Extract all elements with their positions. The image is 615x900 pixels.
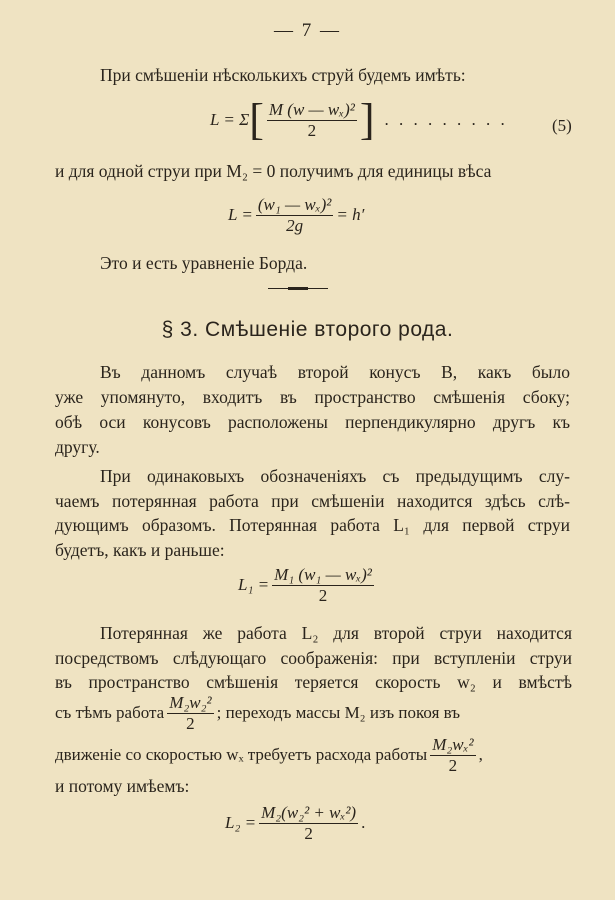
borda-rhs: = h′ [336,205,365,225]
p1-line-4: другу. [55,437,100,457]
work-numerator: M₂w₂² [169,693,212,712]
eq5-leader-dots: . . . . . . . . . [384,110,508,129]
l1-numerator: M₁ (w₁ — wₓ)² [274,565,372,584]
p1-line-2: уже упомянуто, входитъ въ пространство смѣшенія сбоку; [55,387,570,407]
p3-line-2: посредствомъ слѣдующаго соображенія: при вступленіи струи [55,648,572,668]
eq5-fraction [267,101,357,140]
left-bracket: [ [249,95,264,144]
mass-work-fraction [430,736,475,775]
l2-denominator: 2 [304,823,313,843]
p3-line-5-b: , [478,745,483,765]
borda-denominator: 2g [286,215,304,235]
borda-lhs: L = [228,205,253,225]
p3-line-4-a: съ тѣмъ работа [55,703,165,723]
equation-number-5: (5) [552,116,572,135]
intro-line: При смѣшеніи нѣсколькихъ струй будемъ имѣть: [100,65,466,85]
mass-work-numerator: M₂wₓ² [432,735,474,754]
l1-denominator: 2 [318,585,328,605]
p3-line-5-a: движеніе со скоростью wₓ требуетъ расхода работы [55,745,428,765]
p3-line-3: въ пространство смѣшенія теряется скорость w₂ и вмѣстѣ [55,672,572,692]
l1-lhs: L₁ = [238,575,270,595]
p2-line-4: будетъ, какъ и раньше: [55,540,225,560]
p2-line-3: дующимъ образомъ. Потерянная работа L₁ для первой струи [55,515,570,535]
borda-equation [228,196,364,235]
eq5-denominator: 2 [307,120,317,140]
work-fraction [167,694,213,733]
right-bracket: ] [359,95,375,144]
mass-work-denominator: 2 [448,755,458,775]
l2-fraction [259,804,358,843]
borda-statement: Это и есть уравненіе Борда. [100,253,308,273]
page-number: — 7 — [274,20,341,41]
work-denominator: 2 [186,713,195,733]
eq5-numerator: M (w — wₓ)² [268,99,355,119]
p3-line-1: Потерянная же работа L₂ для второй струи находится [100,623,572,643]
l1-equation [238,566,377,605]
l2-lhs: L₂ = [225,813,257,833]
l2-numerator: M₂(w₂² + wₓ²) [261,803,357,822]
p2-line-2: чаемъ потерянная работа при смѣшеніи находится здѣсь слѣ- [55,491,570,511]
p1-line-1: Въ данномъ случаѣ второй конусъ B, какъ было [100,362,570,382]
p3-line-6: и потому имѣемъ: [55,776,190,796]
p2-line-1: При одинаковыхъ обозначеніяхъ съ предыдущимъ слу- [100,466,570,486]
borda-fraction [256,196,333,235]
borda-numerator: (w₁ — wₓ)² [257,195,332,214]
equation-5 [210,95,508,144]
l1-fraction [272,566,374,605]
section-heading: § 3. Смѣшеніе второго рода. [161,318,454,341]
p1-line-3: обѣ оси конусовъ расположены перпендикулярно другъ къ [55,412,570,432]
section-divider [268,288,328,289]
p3-line-4 [55,694,572,733]
eq5-lhs: L = Σ [210,110,250,129]
l2-tail: . [361,813,366,833]
p3-line-5 [55,736,572,775]
borda-intro-line: и для одной струи при M₂ = 0 получимъ для единицы вѣса [55,161,492,181]
l2-equation [225,804,365,843]
p3-line-4-b: ; переходъ массы M₂ изъ покоя въ [216,703,461,723]
